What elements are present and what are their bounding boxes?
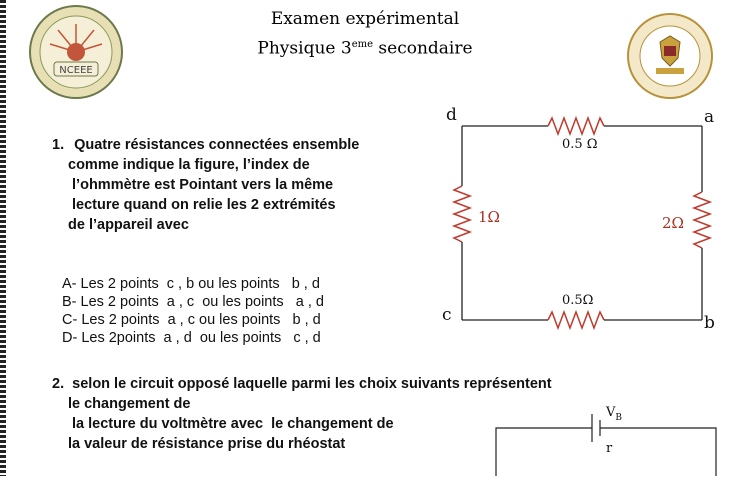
question-1-line: l’ohmmètre est Pointant vers la même: [68, 177, 334, 193]
exam-subtitle: Physique 3eme secondaire: [257, 38, 473, 59]
question-1-options: [62, 275, 442, 347]
battery-voltage-label: $V_B$: [606, 405, 623, 423]
question-2-line: selon le circuit opposé laquelle parmi les choix suivants représentent: [72, 376, 552, 392]
question-2-line: la valeur de résistance prise du rhéostat: [68, 436, 346, 452]
question-2-line: le changement de: [68, 396, 191, 412]
node-a-label: a: [704, 107, 715, 127]
question-2-line: la lecture du voltmètre avec le changement de: [68, 416, 394, 432]
question-1-line: lecture quand on relie les 2 extrémités: [68, 197, 336, 213]
exam-header: [190, 6, 540, 62]
question-1-line: comme indique la figure, l’index de: [68, 157, 310, 173]
node-d-label: d: [446, 105, 457, 125]
question-1-line: Quatre résistances connectées ensemble: [74, 137, 360, 153]
resistor-bottom-label: 0.5Ω: [562, 293, 594, 308]
resistor-right-label: 2Ω: [662, 214, 684, 232]
node-b-label: b: [704, 313, 715, 333]
question-2: [52, 374, 552, 454]
svg-text:NCEEE: NCEEE: [59, 65, 93, 76]
node-c-label: c: [442, 305, 452, 325]
question-1: [52, 135, 452, 235]
option-c[interactable]: C- Les 2 points a , c ou les points b , d: [62, 312, 321, 328]
battery-circuit-diagram: [494, 394, 731, 476]
option-d[interactable]: D- Les 2points a , d ou les points c , d: [62, 330, 321, 346]
question-2-number: 2.: [52, 376, 65, 392]
option-b[interactable]: B- Les 2 points a , c ou les points a , d: [62, 294, 324, 310]
resistor-top-label: 0.5 Ω: [562, 137, 598, 152]
resistor-circuit-diagram: [440, 96, 720, 336]
question-1-line: de l’appareil avec: [68, 217, 189, 233]
internal-resistance-label: r: [606, 441, 613, 456]
question-1-number: 1.: [52, 137, 65, 153]
exam-title: Examen expérimental: [270, 9, 460, 29]
ministry-seal-logo: [626, 12, 714, 100]
option-a[interactable]: A- Les 2 points c , b ou les points b , d: [62, 276, 320, 292]
resistor-left-label: 1Ω: [478, 208, 500, 226]
nceee-logo: [28, 4, 124, 100]
page-border: [0, 0, 6, 476]
